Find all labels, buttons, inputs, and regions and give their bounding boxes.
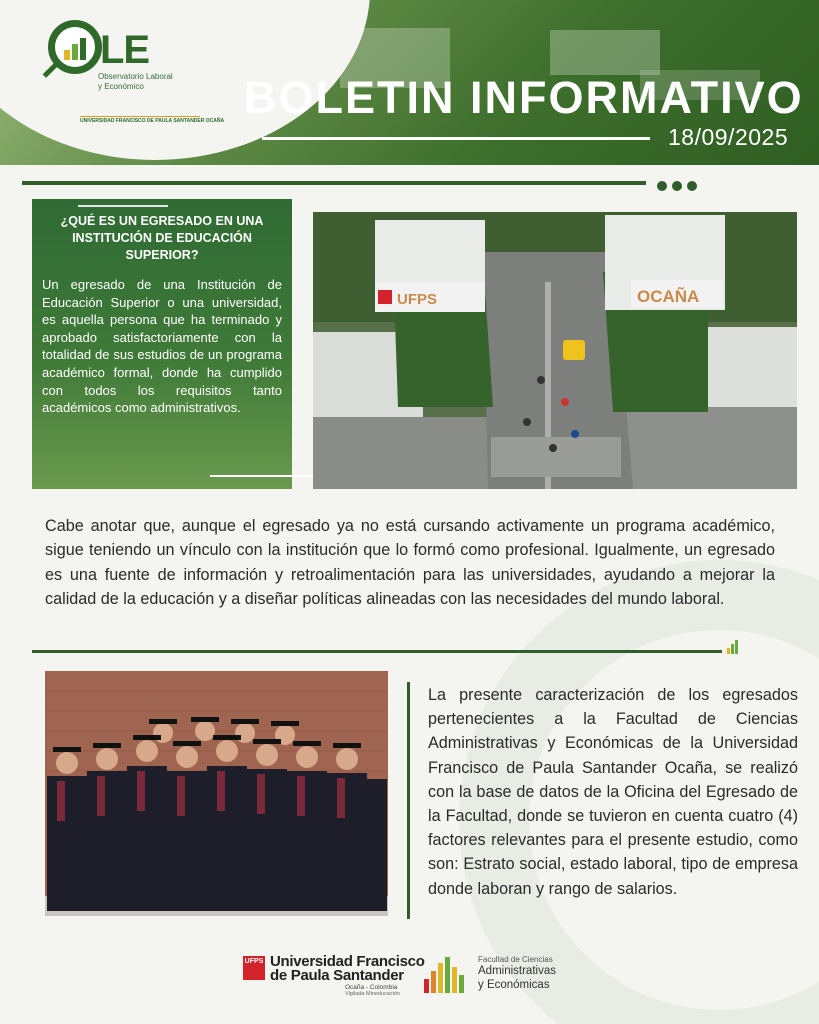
ufps-name-line2: de Paula Santander [270, 967, 404, 984]
page-title: BOLETIN INFORMATIVO [244, 72, 804, 123]
intro-paragraph: Cabe anotar que, aunque el egresado ya no está cursando activamente un programa académico, sigue teniendo un vínculo con la institución que lo formó como profesional. Igualmente, un egresado es una fuente de información y retroalimentación para las universidades, ayudando a mejorar la calidad de la educación y a diseñar políticas alineadas con las necesidades del mundo laboral. [45, 517, 775, 608]
logo-subtitle: Observatorio Laboral y Económico [98, 72, 173, 91]
faculty-name-line2: Administrativas [478, 965, 556, 977]
logo-university: UNIVERSIDAD FRANCISCO DE PAULA SANTANDER OCAÑA [80, 118, 225, 124]
title-underline [262, 137, 650, 140]
signal-bars-icon [727, 636, 739, 654]
logo-letters: LE [100, 28, 150, 72]
faculty-name-line1: Facultad de Ciencias [478, 955, 553, 964]
faculty-bars-icon [424, 957, 466, 993]
header-banner [0, 0, 819, 165]
ufps-mark-icon: UFPS [243, 956, 265, 980]
definition-text: Un egresado de una Institución de Educación Superior o una universidad, es aquella persona que ha terminado y aprobado satisfactoriamente con la totalidad de sus estudios de un programa académico formal, donde ha cumplido con todos los requisitos tanto académicos como administrativos. [42, 277, 282, 416]
divider [32, 650, 722, 653]
graduates-photo [45, 671, 388, 916]
definition-title: ¿QUÉ ES UN EGRESADO EN UNA INSTITUCIÓN DE EDUCACIÓN SUPERIOR? [60, 214, 264, 262]
ufps-logo [243, 952, 425, 1000]
study-paragraph: La presente caracterización de los egresados pertenecientes a la Facultad de Ciencias Administrativas y Económicas de la Universidad Francisco de Paula Santander Ocaña, se realizó con la base de datos de la Oficina del Egresado de la Facultad, donde se tuvieron en cuenta cuatro (4) factores relevantes para el presente estudio, como son: Estrato social, estado laboral, tipo de empresa donde laboran y rango de salarios. [428, 686, 798, 898]
ufps-location: Ocaña - Colombia [345, 984, 398, 991]
ufps-name-line1: Universidad Francisco [270, 953, 425, 970]
vertical-divider [407, 682, 410, 919]
definition-box [32, 199, 292, 489]
ole-logo [40, 16, 225, 124]
faculty-logo [424, 955, 584, 997]
ufps-vigilada: Vigilada Mineducación [345, 991, 400, 997]
campus-entrance-photo [313, 212, 797, 489]
dots-decoration [657, 178, 702, 196]
bulletin-date: 18/09/2025 [668, 124, 789, 150]
campus-sign-ufps: UFPS [397, 291, 438, 308]
divider [22, 181, 646, 185]
campus-sign-ocana: OCAÑA [637, 287, 700, 306]
faculty-name-line3: y Económicas [478, 979, 550, 991]
